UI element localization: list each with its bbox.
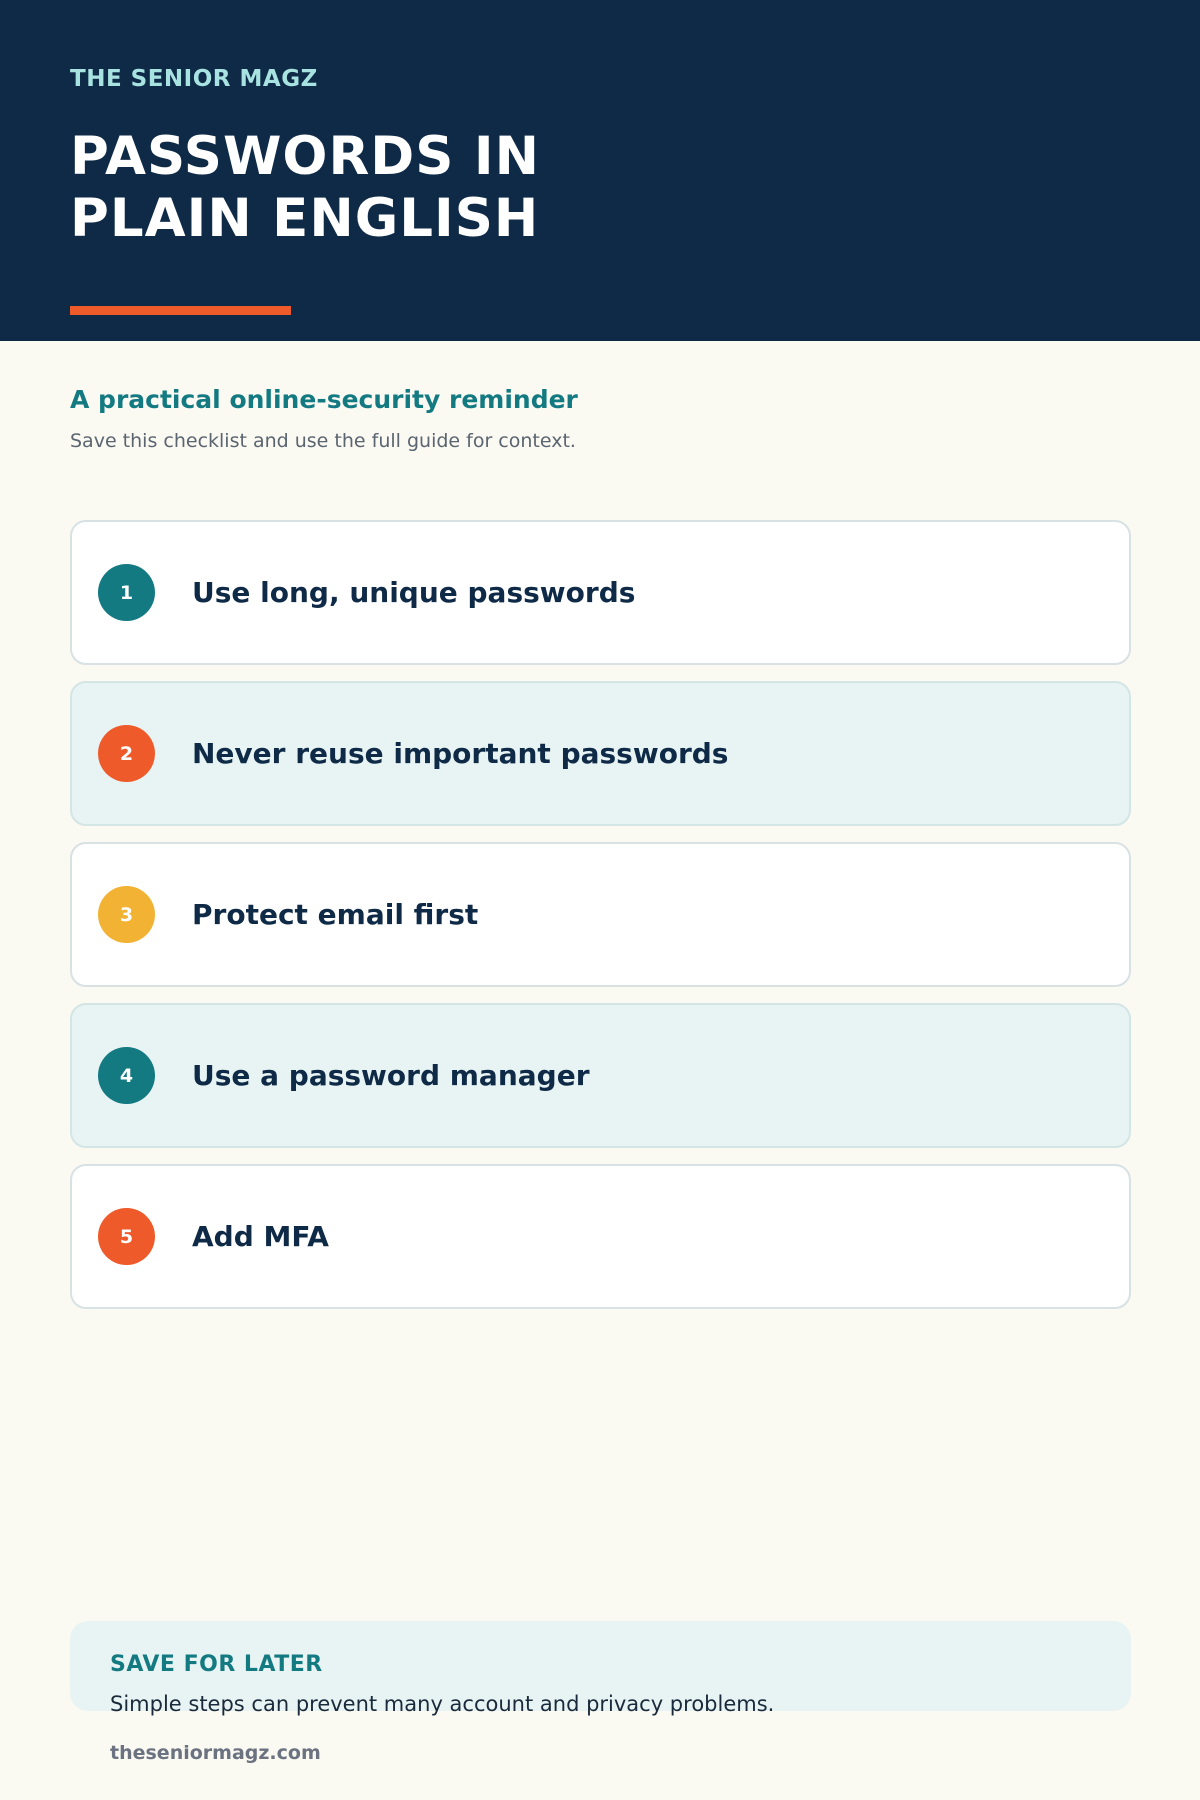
step-number-badge: 5: [98, 1208, 155, 1265]
checklist-item: [70, 842, 1131, 987]
checklist-item: [70, 1003, 1131, 1148]
intro-text: Save this checklist and use the full guide for context.: [70, 430, 576, 452]
checklist-item: [70, 681, 1131, 826]
footer-heading: SAVE FOR LATER: [110, 1652, 323, 1677]
step-number-badge: 2: [98, 725, 155, 782]
subtitle: A practical online-security reminder: [70, 385, 578, 414]
checklist-item-label: Use long, unique passwords: [192, 576, 636, 609]
checklist-item-label: Add MFA: [192, 1220, 329, 1253]
checklist: [70, 520, 1131, 1325]
title-line-1: PASSWORDS IN: [70, 126, 540, 187]
checklist-item-label: Use a password manager: [192, 1059, 590, 1092]
brand-name: THE SENIOR MAGZ: [70, 66, 318, 92]
step-number-badge: 1: [98, 564, 155, 621]
checklist-item: [70, 520, 1131, 665]
footer-text: Simple steps can prevent many account and privacy problems.: [110, 1692, 775, 1716]
step-number-badge: 3: [98, 886, 155, 943]
website-url: theseniormagz.com: [110, 1742, 321, 1764]
page-title: [70, 126, 540, 250]
accent-bar: [70, 306, 291, 315]
checklist-item-label: Never reuse important passwords: [192, 737, 729, 770]
header-banner: [0, 0, 1200, 341]
checklist-item: [70, 1164, 1131, 1309]
checklist-item-label: Protect email first: [192, 898, 479, 931]
step-number-badge: 4: [98, 1047, 155, 1104]
title-line-2: PLAIN ENGLISH: [70, 188, 540, 249]
